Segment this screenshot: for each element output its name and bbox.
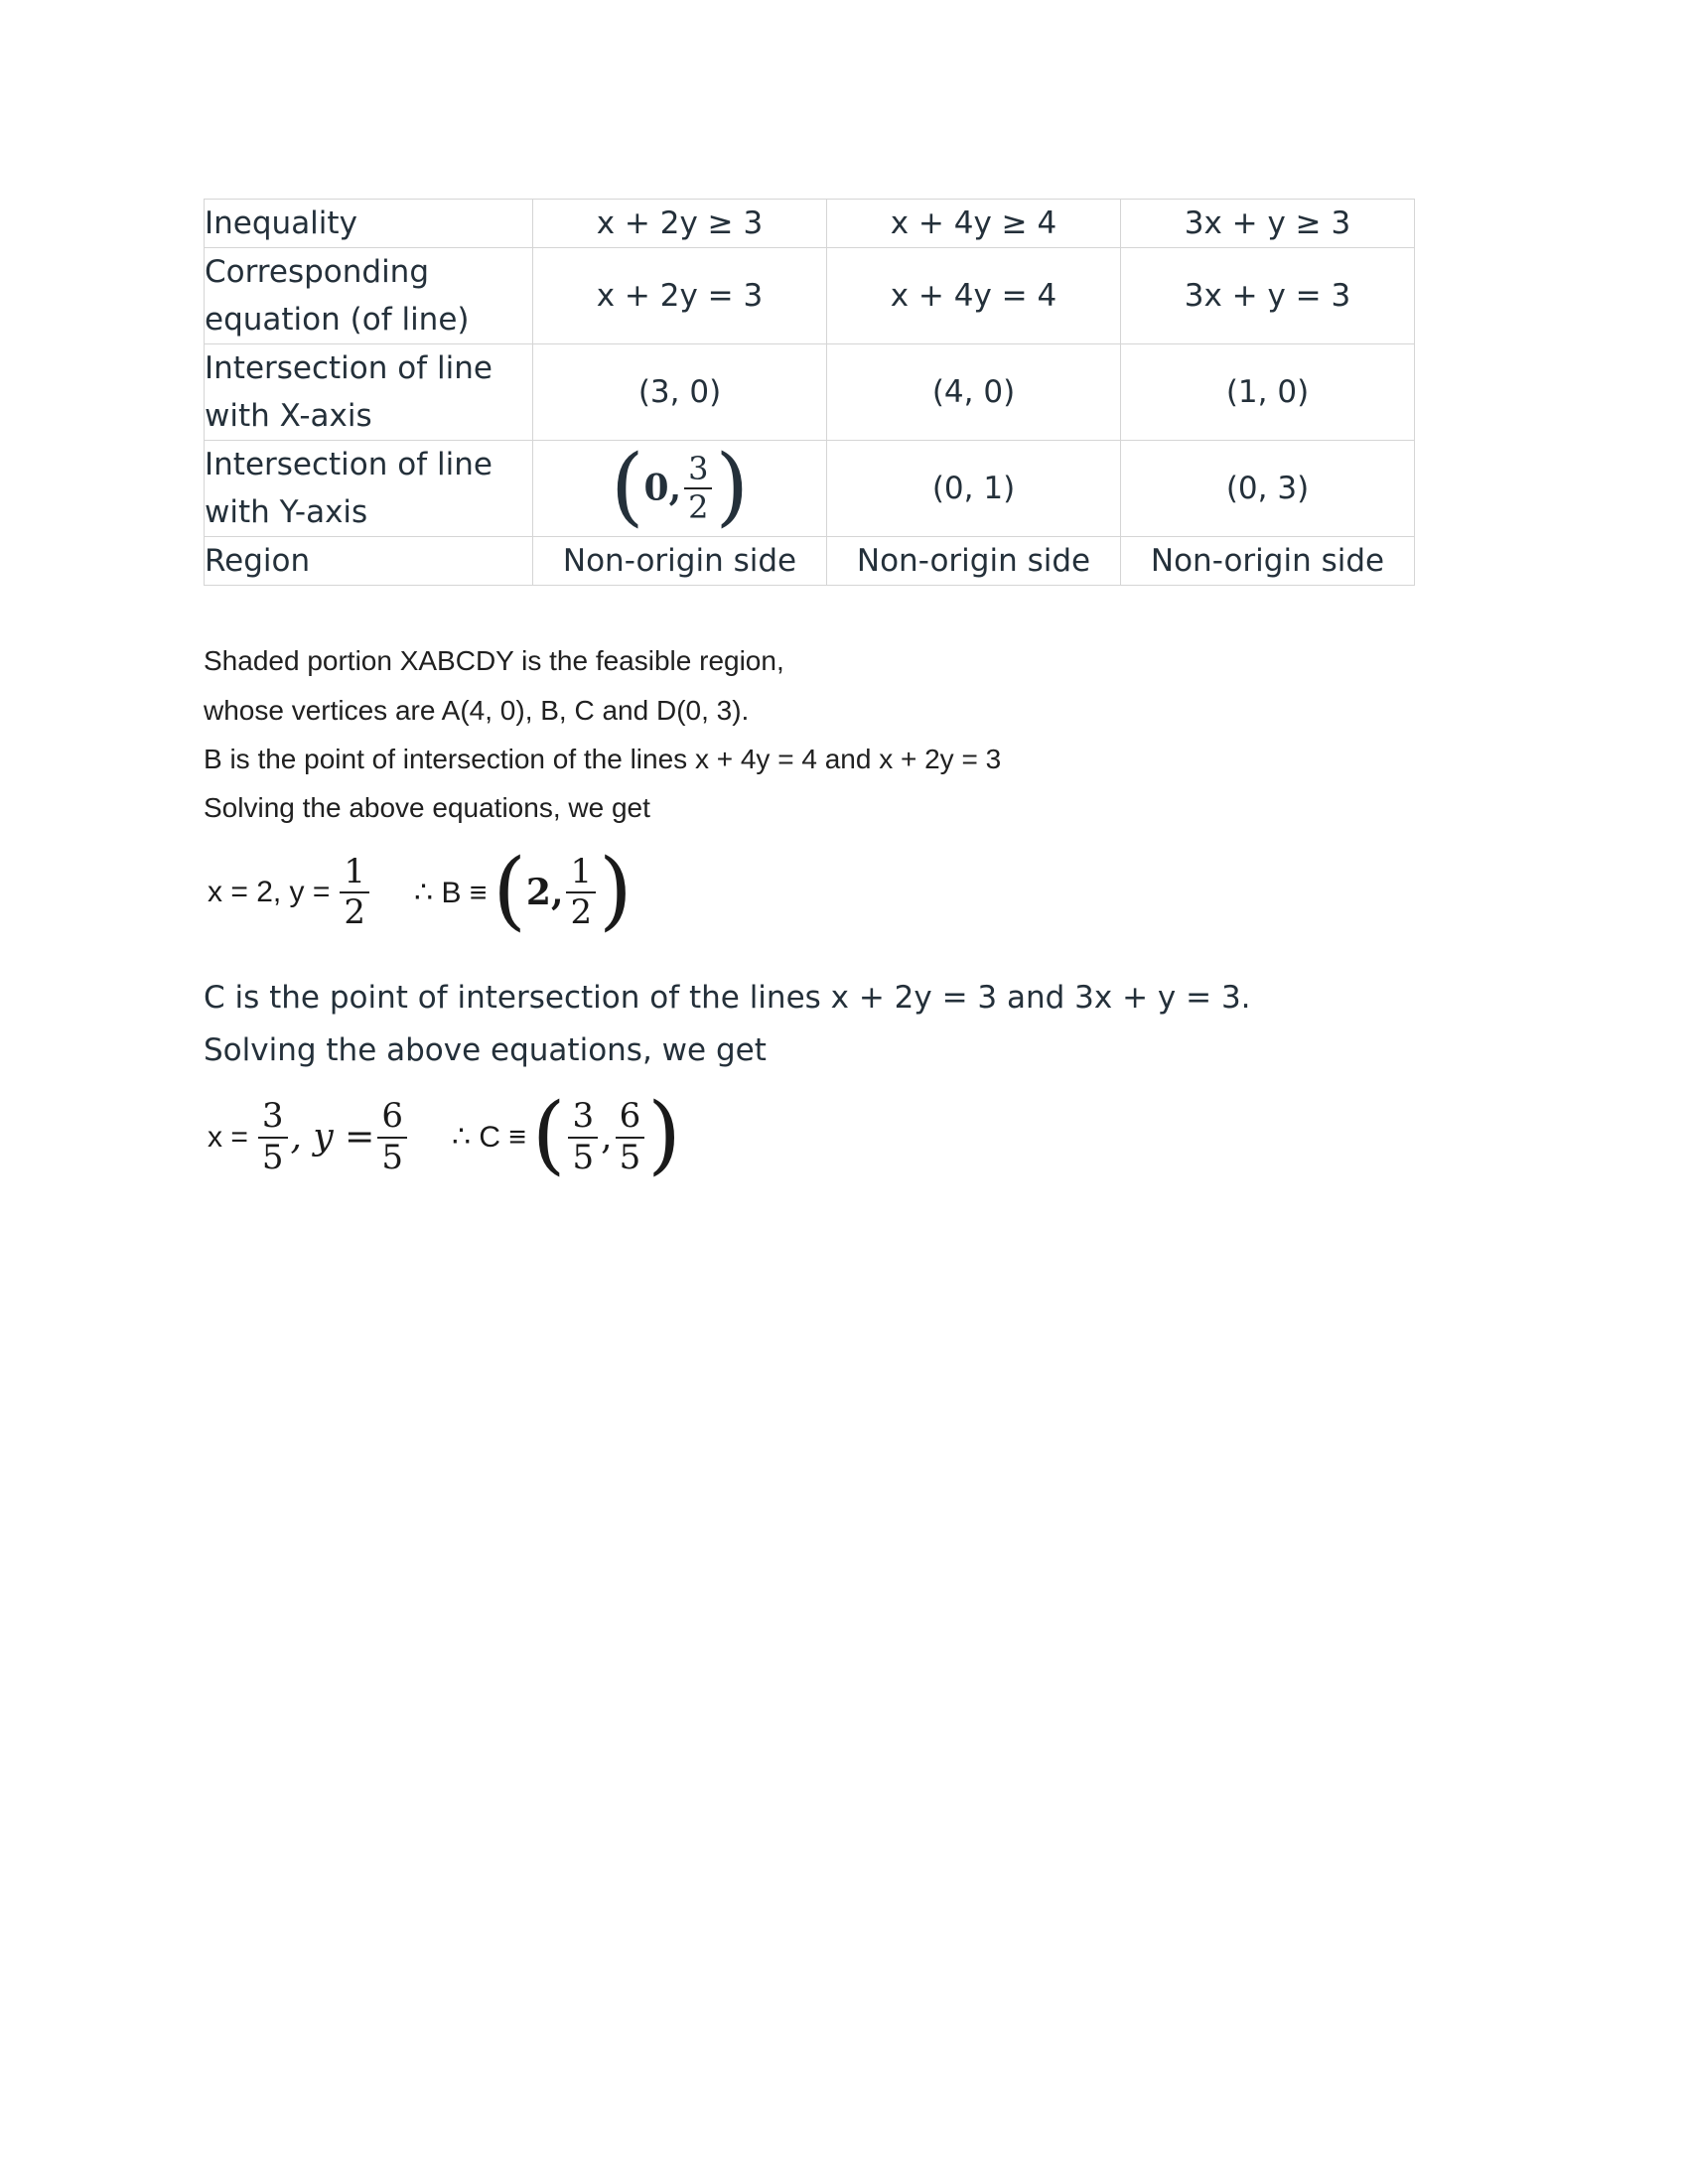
fraction-denominator: 2 <box>570 892 593 933</box>
fraction-three-fifths <box>258 1096 288 1177</box>
row-label-x-intersection: Intersection of line with X-axis <box>205 344 533 441</box>
text-line-solving-c: Solving the above equations, we get <box>204 1031 767 1068</box>
fraction-three-halves <box>684 449 712 527</box>
cell-y-intersection-1 <box>533 436 827 537</box>
cell-inequality-1: x + 2y ≥ 3 <box>533 200 827 248</box>
eq-b-prefix: x = 2, y = <box>208 876 331 909</box>
fraction-one-half <box>340 851 369 933</box>
cell-x-intersection-2: (4, 0) <box>827 344 1121 441</box>
point-b-x: 2, <box>525 872 564 914</box>
cell-equation-1: x + 2y = 3 <box>533 248 827 344</box>
table-row <box>205 248 1415 344</box>
document-content <box>204 199 1445 1185</box>
row-label-y-intersection: Intersection of line with Y-axis <box>205 441 533 537</box>
cell-inequality-3: 3x + y ≥ 3 <box>1121 200 1415 248</box>
fraction-numerator: 6 <box>377 1099 407 1139</box>
eq-b-therefore: ∴ B ≡ <box>414 876 488 909</box>
fraction-one-half-point <box>566 851 596 933</box>
eq-c-mid: , y = <box>290 1117 375 1159</box>
solution-text-block <box>204 641 1445 828</box>
point-c-comma: , <box>601 1117 613 1159</box>
text-line-point-b: B is the point of intersection of the lines x + 4y = 4 and x + 2y = 3 <box>204 744 1002 774</box>
close-paren: ) <box>715 436 750 536</box>
point-x-value: 0, <box>643 467 682 509</box>
fraction-numerator: 1 <box>340 855 369 894</box>
fraction-numerator: 3 <box>684 453 712 490</box>
equation-point-c <box>208 1085 1445 1185</box>
fraction-denominator: 5 <box>619 1137 641 1177</box>
fraction-denominator: 5 <box>261 1137 284 1177</box>
text-line-point-c: C is the point of intersection of the lines x + 2y = 3 and 3x + y = 3. <box>204 980 1251 1016</box>
equation-point-b <box>208 840 1445 940</box>
table-row <box>205 200 1415 248</box>
fraction-denominator: 5 <box>381 1137 403 1177</box>
fraction-numerator: 6 <box>616 1099 645 1139</box>
table-row <box>205 441 1415 537</box>
fraction-point-c-y <box>616 1096 645 1177</box>
fraction-numerator: 1 <box>566 855 596 894</box>
fraction-numerator: 3 <box>568 1099 598 1139</box>
cell-equation-2: x + 4y = 4 <box>827 248 1121 344</box>
cell-region-2: Non-origin side <box>827 537 1121 586</box>
cell-y-intersection-3: (0, 3) <box>1121 441 1415 537</box>
eq-c-prefix: x = <box>208 1120 248 1154</box>
row-label-equation: Corresponding equation (of line) <box>205 248 533 344</box>
table-row <box>205 344 1415 441</box>
eq-c-therefore: ∴ C ≡ <box>451 1121 526 1155</box>
cell-region-1: Non-origin side <box>533 537 827 586</box>
fraction-denominator: 5 <box>572 1137 595 1177</box>
cell-y-intersection-2: (0, 1) <box>827 441 1121 537</box>
open-paren: ( <box>610 436 644 536</box>
close-paren: ) <box>599 840 633 940</box>
cell-equation-3: 3x + y = 3 <box>1121 248 1415 344</box>
fraction-six-fifths <box>377 1096 407 1177</box>
text-line-solving-b: Solving the above equations, we get <box>204 792 650 824</box>
text-line-vertices: whose vertices are A(4, 0), B, C and D(0, 3). <box>204 694 750 726</box>
fraction-denominator: 2 <box>688 488 709 527</box>
row-label-region: Region <box>205 537 533 586</box>
cell-x-intersection-1: (3, 0) <box>533 344 827 441</box>
fraction-denominator: 2 <box>344 892 366 933</box>
fraction-point-c-x <box>568 1096 598 1177</box>
solution-text-block-c <box>204 975 1445 1073</box>
row-label-inequality: Inequality <box>205 200 533 248</box>
open-paren: ( <box>531 1085 566 1185</box>
fraction-numerator: 3 <box>258 1099 288 1139</box>
inequality-summary-table <box>204 199 1415 586</box>
cell-inequality-2: x + 4y ≥ 4 <box>827 200 1121 248</box>
open-paren: ( <box>492 840 526 940</box>
cell-region-3: Non-origin side <box>1121 537 1415 586</box>
text-line-feasible-region: Shaded portion XABCDY is the feasible region, <box>204 645 784 677</box>
cell-x-intersection-3: (1, 0) <box>1121 344 1415 441</box>
spacer <box>204 941 1445 975</box>
close-paren: ) <box>647 1085 681 1185</box>
table-row <box>205 537 1415 586</box>
